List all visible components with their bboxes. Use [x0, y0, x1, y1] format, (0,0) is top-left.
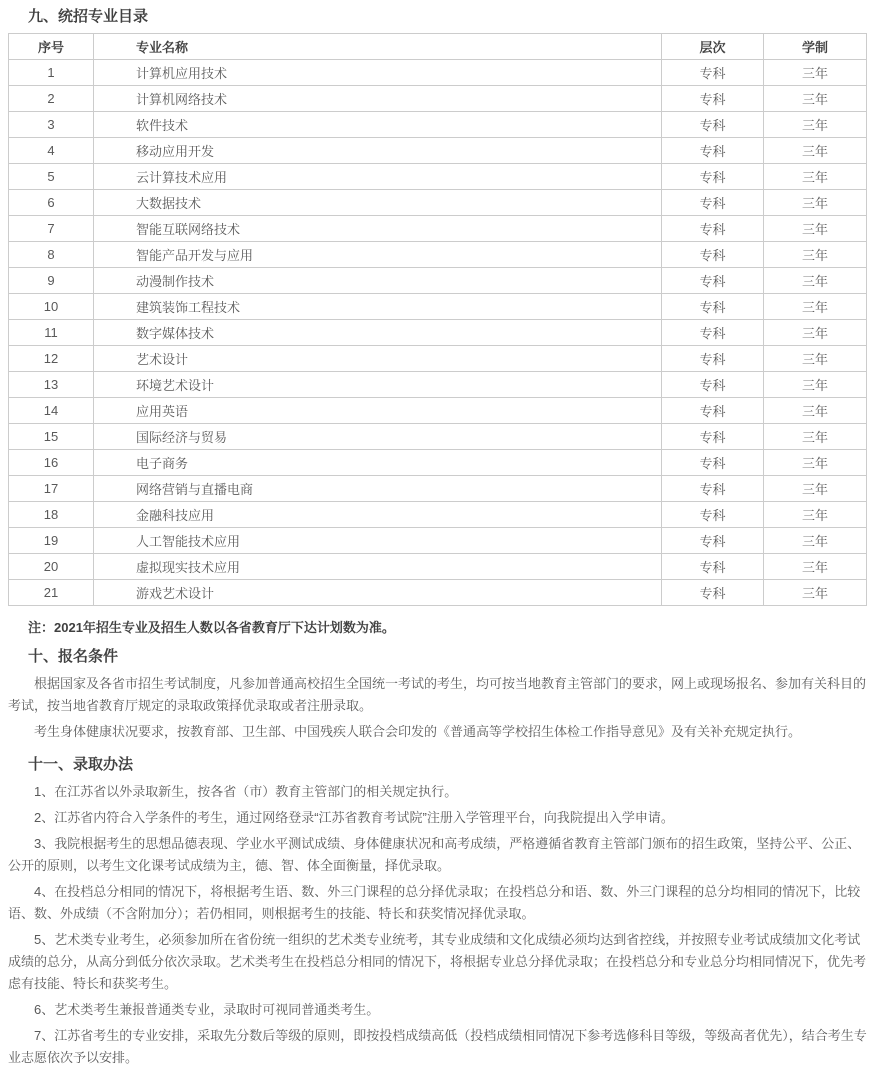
duration-cell: 三年 [764, 216, 867, 242]
table-row [9, 372, 867, 398]
duration-cell: 三年 [764, 86, 867, 112]
major-name-cell: 计算机应用技术 [94, 60, 662, 86]
level-cell: 专科 [662, 242, 764, 268]
level-cell: 专科 [662, 346, 764, 372]
row-number: 9 [9, 268, 94, 294]
major-name-cell: 艺术设计 [94, 346, 662, 372]
table-row [9, 294, 867, 320]
table-row [9, 554, 867, 580]
row-number: 18 [9, 502, 94, 528]
level-cell: 专科 [662, 320, 764, 346]
level-cell: 专科 [662, 554, 764, 580]
level-cell: 专科 [662, 294, 764, 320]
row-number: 16 [9, 450, 94, 476]
duration-cell: 三年 [764, 424, 867, 450]
column-header-level: 层次 [662, 34, 764, 60]
row-number: 10 [9, 294, 94, 320]
level-cell: 专科 [662, 476, 764, 502]
duration-cell: 三年 [764, 242, 867, 268]
level-cell: 专科 [662, 164, 764, 190]
column-header-number: 序号 [9, 34, 94, 60]
major-name-cell: 人工智能技术应用 [94, 528, 662, 554]
table-header-row [9, 34, 867, 60]
table-row [9, 138, 867, 164]
table-row [9, 502, 867, 528]
major-name-cell: 智能产品开发与应用 [94, 242, 662, 268]
table-row [9, 580, 867, 606]
table-row [9, 346, 867, 372]
table-row [9, 268, 867, 294]
major-name-cell: 软件技术 [94, 112, 662, 138]
table-row [9, 320, 867, 346]
table-row [9, 450, 867, 476]
level-cell: 专科 [662, 528, 764, 554]
section-11-heading: 十一、录取办法 [28, 756, 134, 773]
duration-cell: 三年 [764, 528, 867, 554]
level-cell: 专科 [662, 580, 764, 606]
duration-cell: 三年 [764, 60, 867, 86]
major-name-cell: 云计算技术应用 [94, 164, 662, 190]
duration-cell: 三年 [764, 164, 867, 190]
table-row [9, 164, 867, 190]
admission-method-item: 1、在江苏省以外录取新生，按各省（市）教育主管部门的相关规定执行。 [34, 784, 458, 799]
admission-method-item: 3、我院根据考生的思想品德表现、学业水平测试成绩、身体健康状况和高考成绩，严格遵循省教育主管部门颁布的招生政策，坚持公平、公正、公开的原则，以考生文化课考试成绩为主，德、智、体全面衡量，择优录取。 [8, 836, 861, 873]
major-name-cell: 建筑装饰工程技术 [94, 294, 662, 320]
level-cell: 专科 [662, 112, 764, 138]
major-name-cell: 动漫制作技术 [94, 268, 662, 294]
row-number: 8 [9, 242, 94, 268]
duration-cell: 三年 [764, 554, 867, 580]
row-number: 11 [9, 320, 94, 346]
duration-cell: 三年 [764, 112, 867, 138]
row-number: 13 [9, 372, 94, 398]
level-cell: 专科 [662, 372, 764, 398]
section-10-body [8, 673, 868, 743]
duration-cell: 三年 [764, 294, 867, 320]
duration-cell: 三年 [764, 398, 867, 424]
table-row [9, 242, 867, 268]
row-number: 2 [9, 86, 94, 112]
major-name-cell: 虚拟现实技术应用 [94, 554, 662, 580]
registration-condition-paragraph: 根据国家及各省市招生考试制度，凡参加普通高校招生全国统一考试的考生，均可按当地教育主管部门的要求，网上或现场报名、参加有关科目的考试，按当地省教育厅规定的录取政策择优录取或者注册录取。 [8, 676, 867, 713]
row-number: 1 [9, 60, 94, 86]
major-name-cell: 数字媒体技术 [94, 320, 662, 346]
level-cell: 专科 [662, 60, 764, 86]
major-name-cell: 游戏艺术设计 [94, 580, 662, 606]
level-cell: 专科 [662, 268, 764, 294]
major-name-cell: 电子商务 [94, 450, 662, 476]
row-number: 15 [9, 424, 94, 450]
row-number: 17 [9, 476, 94, 502]
admission-method-item: 6、艺术类考生兼报普通类专业，录取时可视同普通类考生。 [34, 1002, 380, 1017]
major-name-cell: 应用英语 [94, 398, 662, 424]
admission-method-item: 7、江苏省考生的专业安排，采取先分数后等级的原则，即按投档成绩高低（投档成绩相同情况下参考选修科目等级，等级高者优先），结合考生专业志愿依次予以安排。 [8, 1028, 867, 1065]
table-row [9, 424, 867, 450]
row-number: 5 [9, 164, 94, 190]
duration-cell: 三年 [764, 476, 867, 502]
table-row [9, 216, 867, 242]
duration-cell: 三年 [764, 502, 867, 528]
duration-cell: 三年 [764, 372, 867, 398]
major-name-cell: 大数据技术 [94, 190, 662, 216]
major-name-cell: 移动应用开发 [94, 138, 662, 164]
level-cell: 专科 [662, 398, 764, 424]
row-number: 14 [9, 398, 94, 424]
admission-method-item: 2、江苏省内符合入学条件的考生，通过网络登录“江苏省教育考试院”注册入学管理平台，向我院提出入学申请。 [34, 810, 674, 825]
major-name-cell: 智能互联网络技术 [94, 216, 662, 242]
section-9-heading: 九、统招专业目录 [28, 8, 149, 25]
level-cell: 专科 [662, 502, 764, 528]
table-row [9, 190, 867, 216]
major-name-cell: 金融科技应用 [94, 502, 662, 528]
table-row [9, 60, 867, 86]
table-row [9, 528, 867, 554]
column-header-major-name: 专业名称 [94, 34, 662, 60]
column-header-duration: 学制 [764, 34, 867, 60]
level-cell: 专科 [662, 450, 764, 476]
major-name-cell: 国际经济与贸易 [94, 424, 662, 450]
major-name-cell: 计算机网络技术 [94, 86, 662, 112]
duration-cell: 三年 [764, 320, 867, 346]
level-cell: 专科 [662, 190, 764, 216]
majors-catalog-table [8, 33, 867, 606]
major-name-cell: 网络营销与直播电商 [94, 476, 662, 502]
row-number: 7 [9, 216, 94, 242]
level-cell: 专科 [662, 138, 764, 164]
duration-cell: 三年 [764, 346, 867, 372]
duration-cell: 三年 [764, 580, 867, 606]
row-number: 6 [9, 190, 94, 216]
registration-condition-paragraph: 考生身体健康状况要求，按教育部、卫生部、中国残疾人联合会印发的《普通高等学校招生体检工作指导意见》及有关补充规定执行。 [34, 724, 802, 739]
majors-table-body [9, 60, 867, 606]
duration-cell: 三年 [764, 450, 867, 476]
duration-cell: 三年 [764, 268, 867, 294]
table-row [9, 476, 867, 502]
section-10-heading: 十、报名条件 [28, 648, 119, 665]
row-number: 21 [9, 580, 94, 606]
level-cell: 专科 [662, 424, 764, 450]
level-cell: 专科 [662, 216, 764, 242]
major-name-cell: 环境艺术设计 [94, 372, 662, 398]
admission-method-item: 5、艺术类专业考生，必须参加所在省份统一组织的艺术类专业统考，其专业成绩和文化成绩必须均达到省控线，并按照专业考试成绩加文化考试成绩的总分，从高分到低分依次录取。艺术类考生在投档总分相同的情况下，将根据专业总分择优录取；在投档总分和专业总分均相同情况下，优先考虑有技能、特长和获奖考生。 [8, 932, 867, 991]
row-number: 12 [9, 346, 94, 372]
section-11-body [8, 781, 868, 1069]
table-row [9, 112, 867, 138]
duration-cell: 三年 [764, 190, 867, 216]
table-row [9, 398, 867, 424]
admission-method-item: 4、在投档总分相同的情况下，将根据考生语、数、外三门课程的总分择优录取；在投档总分和语、数、外三门课程的总分均相同的情况下，比较语、数、外成绩（不含附加分）；若仍相同，则根据考生的技能、特长和获奖情况择优录取。 [8, 884, 861, 921]
row-number: 19 [9, 528, 94, 554]
row-number: 4 [9, 138, 94, 164]
table-row [9, 86, 867, 112]
table-note: 注：2021年招生专业及招生人数以各省教育厅下达计划数为准。 [28, 620, 395, 635]
duration-cell: 三年 [764, 138, 867, 164]
level-cell: 专科 [662, 86, 764, 112]
row-number: 3 [9, 112, 94, 138]
row-number: 20 [9, 554, 94, 580]
